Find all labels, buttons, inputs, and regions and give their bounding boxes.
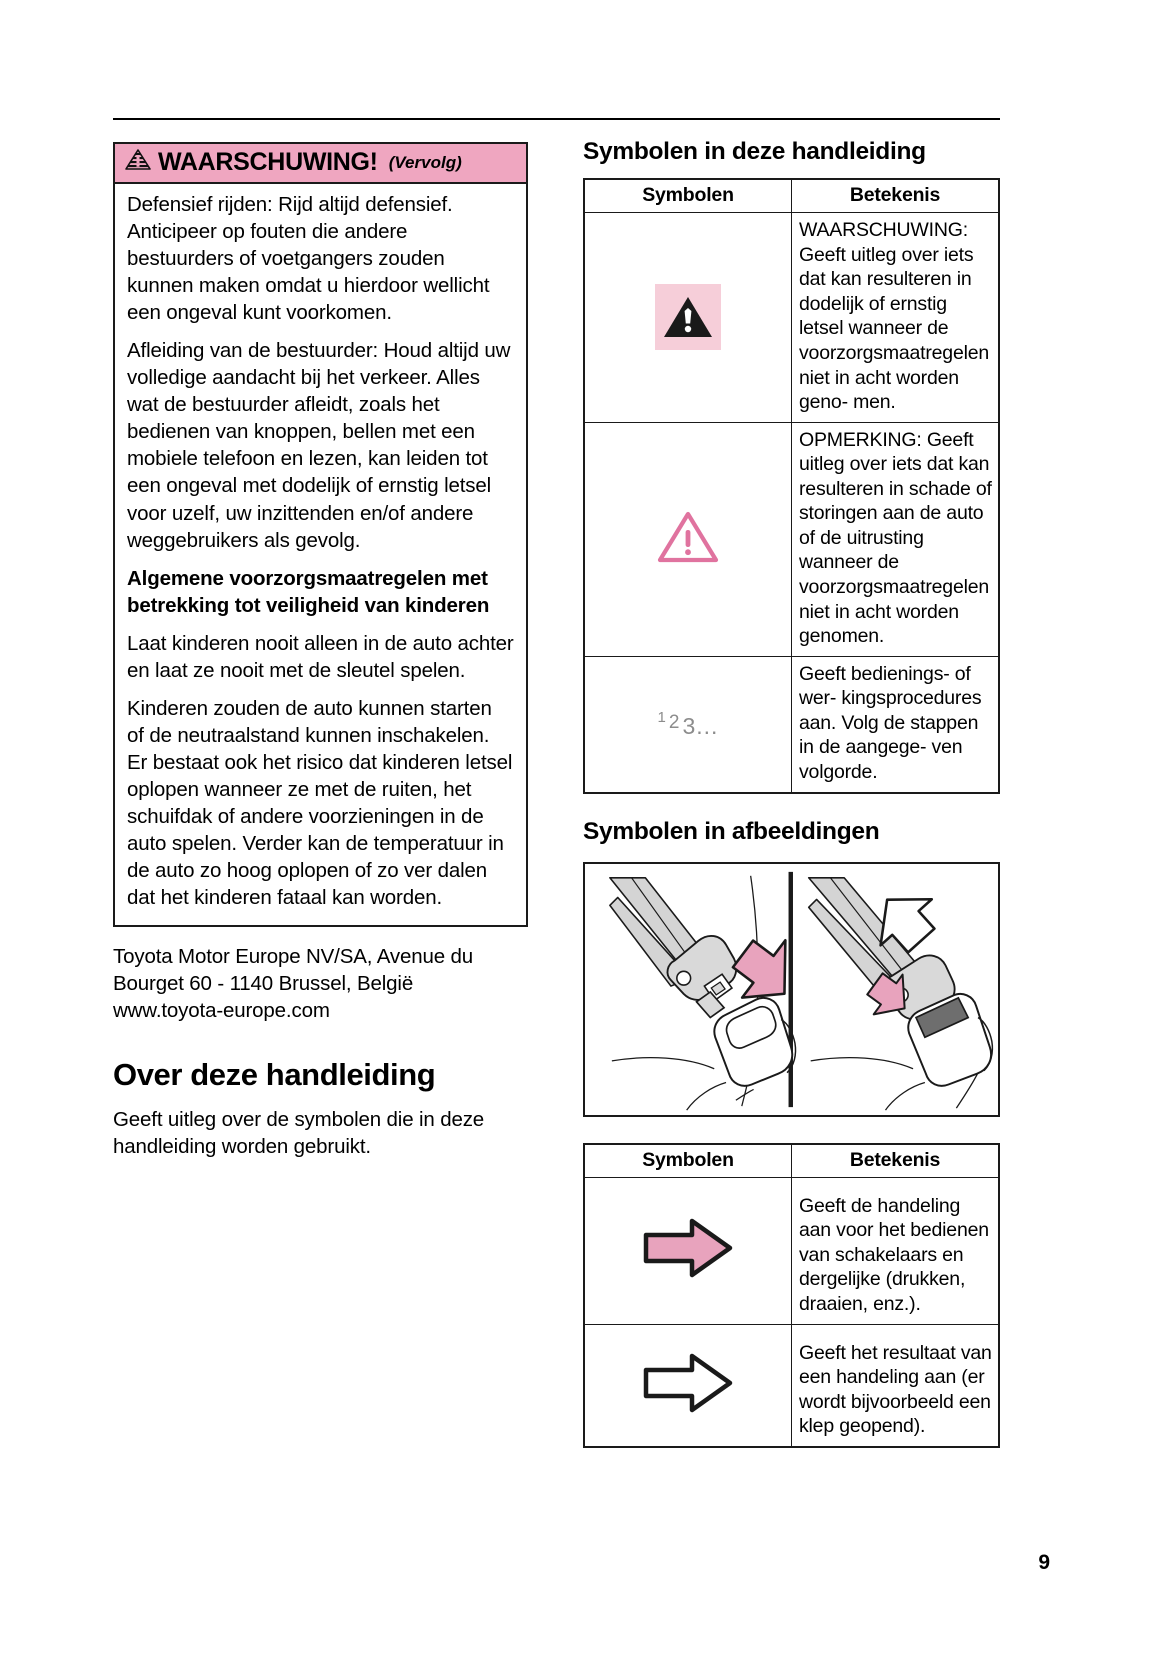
warning-paragraph: Laat kinderen nooit alleen in de auto achter en laat ze nooit met de sleutel spelen. [127, 631, 514, 682]
warning-callout-box [113, 142, 528, 927]
table-header-row [584, 1144, 999, 1178]
warning-callout-body [115, 184, 526, 925]
table-row [584, 1177, 999, 1324]
warning-callout-continued-label: (Vervolg) [388, 153, 462, 172]
meaning-cell: Geeft het resultaat van een handeling aan (er wordt bijvoorbeeld een klep geopend). [792, 1324, 1000, 1447]
symbol-cell [584, 213, 792, 423]
filled-warning-triangle-on-pink-icon [655, 284, 721, 350]
symbol-cell [584, 1324, 792, 1447]
symbols-in-manual-heading: Symbolen in deze handleiding [583, 138, 926, 165]
meaning-cell: Geeft de handeling aan voor het bedienen van schakelaars en dergelijke (drukken, draaien, enz.). [792, 1177, 1000, 1324]
warning-paragraph: Kinderen zouden de auto kunnen starten of de neutraalstand kunnen inschakelen. Er bestaat ook het risico dat kinderen letsel oplopen wanneer ze met de ruiten, het schuifdak of andere voorzieningen in de auto spelen. Verder kan de temperatuur in de auto zo hoog oplopen of zo ver dalen dat het kinderen fataal kan worden. [127, 696, 513, 910]
table-row [584, 656, 999, 792]
warning-paragraph: Defensief rijden: Rijd altijd defensief. Anticipeer op fouten die andere bestuurders of voetgangers zouden kunnen maken omdat u hierdoor wellicht een ongeval kunt voorkomen. [127, 193, 490, 325]
warning-subheading: Algemene voorzorgsmaatregelen met betrekking tot veiligheid van kinderen [127, 566, 490, 617]
step-ellipsis: ... [696, 713, 719, 740]
step-number-one: 1 [657, 709, 666, 727]
table-row [584, 213, 999, 423]
symbol-cell [584, 422, 792, 656]
column-header-meaning: Betekenis [792, 1144, 1000, 1178]
page-top-rule [113, 118, 1000, 120]
step-number-two: 2 [668, 712, 680, 734]
seatbelt-buckle-insertion-diagram [583, 862, 1000, 1117]
numbered-steps-icon [658, 710, 719, 738]
address-line-2: Bourget 60 - 1140 Brussel, België [113, 972, 414, 996]
page-number: 9 [1038, 1551, 1050, 1574]
left-column [113, 142, 528, 1161]
column-header-symbols: Symbolen [584, 1144, 792, 1178]
symbol-cell [584, 1177, 792, 1324]
symbols-in-manual-table [583, 178, 1000, 793]
hatched-warning-triangle-icon [125, 149, 151, 176]
warning-paragraph: Afleiding van de bestuurder: Houd altijd uw volledige aandacht bij het verkeer. Alles wat de bestuurder afleidt, zoals het bedienen van knoppen, bellen met een mobiele telefoon en lezen, kan leiden tot een ongeval met dodelijk of ernstig letsel voor uzelf, uw inzittenden en/of andere weggebruikers als gevolg. [127, 339, 511, 552]
warning-callout-title: WAARSCHUWING! [158, 148, 378, 176]
company-address-block [113, 943, 528, 1024]
symbols-in-figures-heading: Symbolen in afbeeldingen [583, 817, 880, 845]
pink-filled-right-arrow-icon [640, 1266, 736, 1283]
meaning-cell: OPMERKING: Geeft uitleg over iets dat kan resulteren in schade of storingen aan de auto of de uitrusting wanneer de voorzorgsmaatregelen niet in acht worden genomen. [792, 422, 1000, 656]
outlined-pink-warning-triangle-icon [657, 551, 719, 568]
address-line-1: Toyota Motor Europe NV/SA, Avenue du [113, 945, 474, 969]
meaning-cell: WAARSCHUWING: Geeft uitleg over iets dat kan resulteren in dodelijk of ernstig letsel wanneer de voorzorgsmaatregelen niet in acht worden geno- men. [792, 213, 1000, 423]
table-header-row [584, 179, 999, 213]
column-header-symbols: Symbolen [584, 179, 792, 213]
about-manual-body: Geeft uitleg over de symbolen die in deze handleiding worden gebruikt. [113, 1108, 485, 1159]
warning-callout-header [115, 144, 526, 184]
about-manual-heading: Over deze handleiding [113, 1057, 436, 1093]
column-header-meaning: Betekenis [792, 179, 1000, 213]
right-column [583, 138, 1000, 1448]
meaning-cell: Geeft bedienings- of wer- kingsprocedures aan. Volg de stappen in de aangege- ven volgorde. [792, 656, 1000, 792]
table-row [584, 422, 999, 656]
address-website: www.toyota-europe.com [113, 999, 330, 1023]
white-outlined-right-arrow-icon [640, 1401, 736, 1418]
symbols-in-figures-table [583, 1143, 1000, 1448]
symbol-cell [584, 656, 792, 792]
table-row [584, 1324, 999, 1447]
step-number-three: 3 [682, 713, 696, 740]
